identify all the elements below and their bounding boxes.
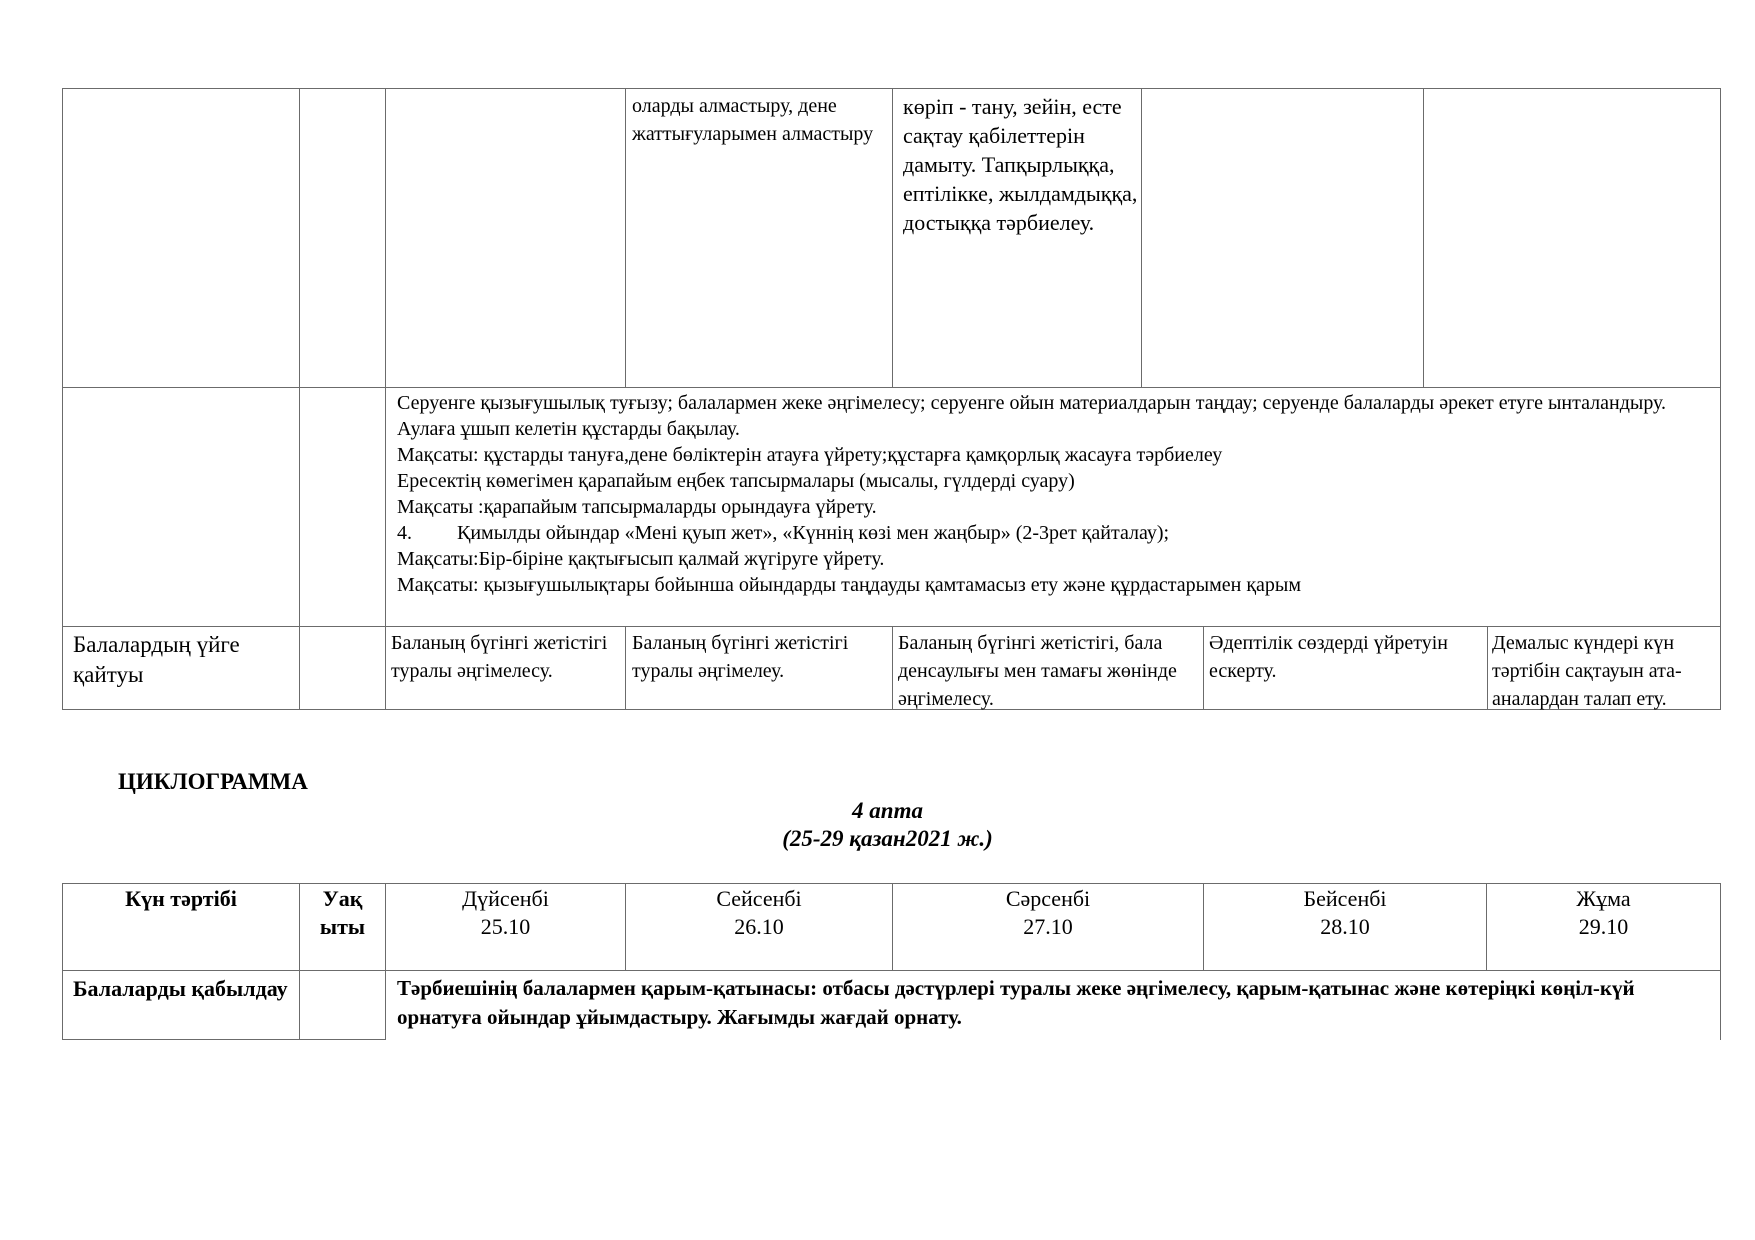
table-border — [299, 88, 300, 710]
day-name: Сәрсенбі — [1005, 886, 1091, 911]
day-date: 27.10 — [1023, 914, 1073, 939]
table-border — [625, 88, 626, 388]
week-label: 4 апта — [852, 798, 923, 823]
walk-line: 4. Қимылды ойындар «Мені қуып жет», «Күннің көзі мен жаңбыр» (2-3рет қайталау); — [397, 522, 1170, 544]
table-border — [1720, 88, 1721, 710]
walk-line: Серуенге қызығушылық туғызу; балалармен жеке әңгімелесу; серуенге ойын материалдарын таңдау; серуенде балаларды әрекет етуге ынталандыру. — [397, 392, 1667, 414]
day-name: Сейсенбі — [716, 886, 802, 911]
row-label-going-home: Балалардың үйге қайтуы — [73, 632, 240, 687]
walk-line: Аулаға ұшып келетін құстарды бақылау. — [397, 418, 740, 440]
day-date: 28.10 — [1320, 914, 1370, 939]
table-border — [1487, 626, 1488, 710]
table-border — [1423, 88, 1424, 388]
header-time-line1: Уақ — [322, 886, 363, 911]
activity-cell-tue: оларды алмастыру, дене жаттығуларымен алмастыру — [632, 95, 874, 145]
table-border — [892, 626, 893, 710]
home-cell-tue: Баланың бүгінгі жетістігі туралы әңгімелеу. — [632, 632, 849, 682]
header-day-thursday — [1204, 885, 1486, 941]
activity-cell-wed: көріп - тану, зейін, есте сақтау қабілеттерін дамыту. Тапқырлыққа, ептілікке, жылдамдыққа, достыққа тәрбиелеу. — [903, 94, 1138, 235]
day-date: 29.10 — [1578, 914, 1629, 939]
table-border — [62, 88, 63, 710]
reception-description: Тәрбиешінің балалармен қарым-қатынасы: отбасы дәстүрлері туралы жеке әңгімелесу, қарым-қатынас және көтеріңкі көңіл-күй орнатуға ойындар ұйымдастыру. Жағымды жағдай орнату. — [397, 976, 1635, 1029]
home-cell-mon: Баланың бүгінгі жетістігі туралы әңгімелесу. — [391, 632, 608, 682]
home-cell-thu: Әдептілік сөздерді үйретуін ескерту. — [1209, 632, 1449, 682]
table-border — [385, 88, 386, 710]
day-name: Дүйсенбі — [462, 886, 549, 911]
walk-line: Ересектің көмегімен қарапайым еңбек тапсырмалары (мысалы, гүлдерді суару) — [397, 470, 1075, 492]
row-label-reception: Балаларды қабылдау — [73, 976, 288, 1001]
header-day-wednesday — [893, 885, 1203, 941]
header-time-line2: ыты — [319, 914, 366, 939]
table-border — [1141, 88, 1142, 388]
header-day-friday — [1487, 885, 1720, 941]
date-range: (25-29 қазан2021 ж.) — [782, 826, 993, 851]
walk-line: Мақсаты :қарапайым тапсырмаларды орындауға үйрету. — [397, 496, 877, 518]
day-name: Жұма — [1576, 886, 1631, 911]
walk-line: Мақсаты: құстарды тануға,дене бөліктерін атауға үйрету;құстарға қамқорлық жасауға тәрбиелеу — [397, 444, 1223, 466]
home-cell-fri: Демалыс күндері күн тәртібін сақтауын ата-аналардан талап ету. — [1492, 632, 1682, 710]
walk-description — [397, 390, 1715, 598]
walk-line: Мақсаты: қызығушылықтары бойынша ойындарды таңдауды қамтамасыз ету және құрдастарымен қарым — [397, 574, 1302, 596]
header-time — [300, 885, 385, 941]
header-day-monday — [386, 885, 625, 941]
table-border — [1203, 626, 1204, 710]
walk-line: Мақсаты:Бір-біріне қақтығысып қалмай жүгіруге үйрету. — [397, 548, 885, 570]
table-border — [892, 88, 893, 388]
day-date: 26.10 — [734, 914, 784, 939]
table-border — [1720, 883, 1721, 1040]
home-cell-wed: Баланың бүгінгі жетістігі, бала денсаулығы мен тамағы жөнінде әңгімелесу. — [898, 632, 1177, 710]
page-title: ЦИКЛОГРАММА — [118, 769, 308, 794]
day-name: Бейсенбі — [1303, 886, 1387, 911]
table-border — [62, 1039, 386, 1040]
header-daily-routine: Күн тәртібі — [125, 886, 237, 911]
table-border — [625, 626, 626, 710]
day-date: 25.10 — [480, 914, 531, 939]
header-day-tuesday — [626, 885, 892, 941]
